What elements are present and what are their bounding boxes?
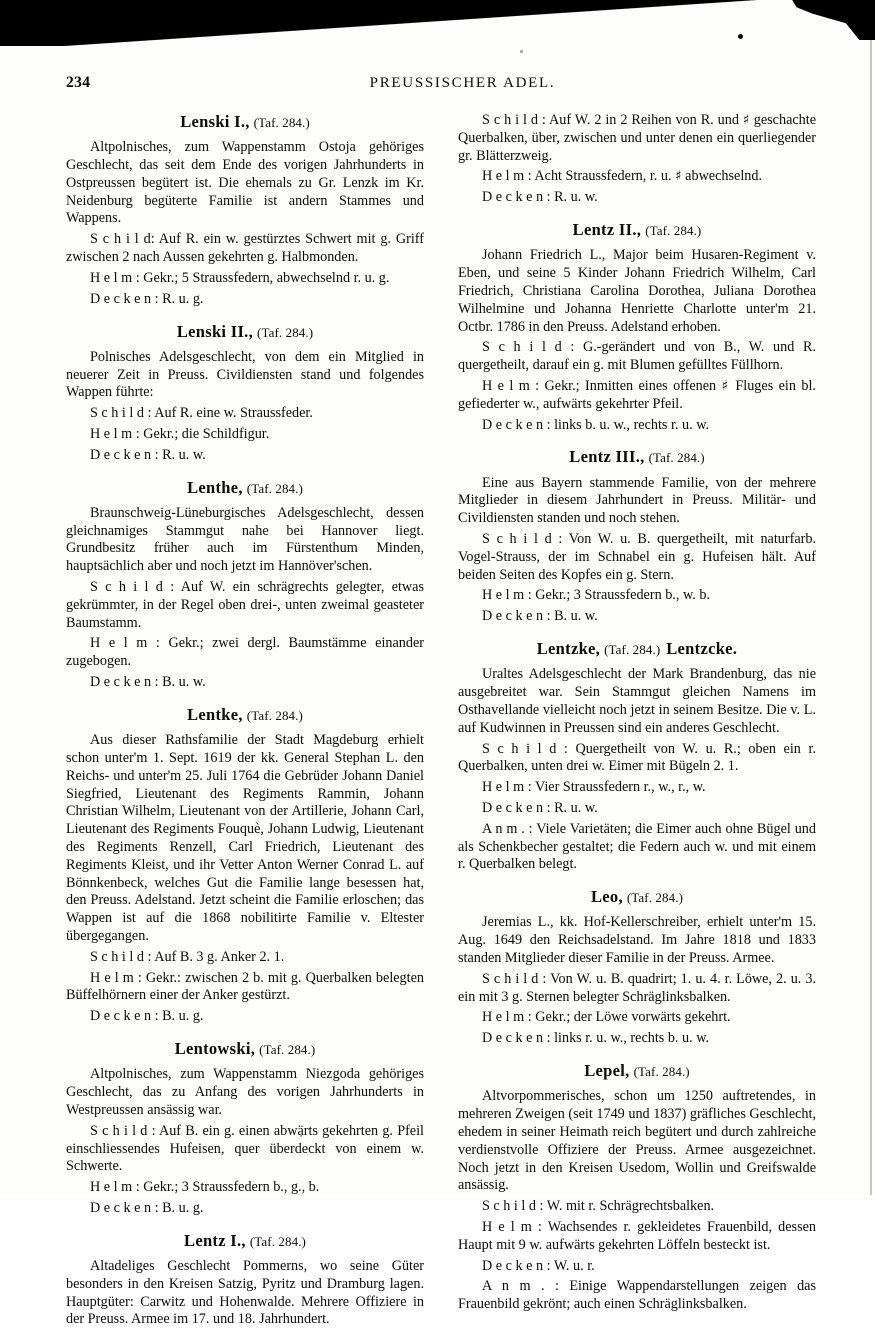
family-name: Lentke, — [187, 704, 243, 724]
entry-paragraph: Uraltes Adelsgeschlecht der Mark Brandenburg, das nie ausgebreitet war. Sein Stammgut gleichen Namens im Osthavellande vielleicht noch jetzt in seinem Besitze. Die v. L. auf Kudwinnen in Preussen sind ein anderes Geschlecht. — [458, 666, 816, 736]
column-left — [66, 112, 424, 1329]
family-entry-heading — [66, 322, 424, 342]
sable-symbol-icon: ♯ — [721, 377, 730, 394]
plate-reference: (Taf. 284.) — [633, 1064, 690, 1080]
entry-paragraph: Johann Friedrich L., Major beim Husaren-Regiment v. Eben, und seine 5 Kinder Johann Friedrich Wilhelm, Carl Friedrich, Christiana Carolina Dorothea, Juliana Dorothea Wilhelmine und Johanna Henriette Charlotte unter'm 21. Octbr. 1786 in den Preuss. Adelstand erhoben. — [458, 247, 816, 335]
family-name: Lenthe, — [187, 477, 243, 497]
blazon-line: H e l m : Gekr.; Inmitten eines offenen ♯ Fluges ein bl. gefiederter w., aufwärts gekehrter Pfeil. — [458, 377, 816, 412]
entry-paragraph: Eine aus Bayern stammende Familie, von der mehrere Mitglieder in diesem Jahrhundert in Preuss. Militär- und Civildiensten standen und noch stehen. — [458, 474, 816, 527]
blazon-line: H e l m : Gekr.; 3 Straussfedern b., w. b. — [482, 587, 711, 604]
plate-reference: (Taf. 284.) — [246, 480, 303, 496]
family-name: Leo, — [590, 887, 623, 907]
family-entry-heading — [66, 1039, 424, 1059]
blazon-line: H e l m : Acht Straussfedern, r. u. ♯ abwechselnd. — [482, 168, 762, 185]
entry-paragraph: Altvorpommerisches, schon um 1250 auftretendes, in mehreren Zweigen (seit 1749 und 1837) gräfliches Geschlecht, ehedem in seiner Heimath reich begütert und durch zahlreiche verdienstvolle Offiziere der Preuss. Armee ausgezeichnet. Noch jetzt in den Kreisen Usedom, Wollin und Greifswalde ansässig. — [458, 1088, 816, 1194]
running-title: PREUSSISCHER ADEL. — [369, 75, 556, 91]
family-entry-heading — [66, 1231, 424, 1251]
running-head — [66, 74, 815, 98]
text-columns — [66, 112, 816, 1329]
blazon-line: D e c k e n : links r. u. w., rechts b. u. w. — [482, 1030, 710, 1047]
family-entry-heading — [458, 887, 816, 907]
family-entry — [458, 887, 816, 1048]
scan-edge-top-right-artifact — [763, 0, 875, 40]
entry-paragraph: Aus dieser Rathsfamilie der Stadt Magdeburg erhielt schon unter'm 1. Sept. 1619 der kk. General Stephan L. den Reichs- und unter'm 25. Juli 1764 die Gebrüder Johann Daniel Siegfried, Lieutenant des Regiments Rammin, Johann Christian Wilhelm, Lieutenant von der Artillerie, Johann Carl, Lieutenant des Regiments Fouquè, Johann Ludwig, Lieutenant des Regiments Renzell, Carl Friedrich, Lieutenant des Regiments Kleist, und ihr Vetter Anton Werner Conrad L. auf Bönnkenbeck, welches Gut die Familie lange besessen hat, den Preuss. Adelstand. Jetzt scheint die Familie erloschen; das Wappen ist auf die 1868 nobilitirte Familie v. Eltester übergegangen. — [66, 732, 424, 944]
blazon-line: S c h i l d: Auf R. ein w. gestürztes Schwert mit g. Griff zwischen 2 nach Aussen gekehrten g. Halbmonden. — [66, 231, 424, 266]
plate-reference: (Taf. 284.) — [246, 707, 303, 723]
blazon-line: S c h i l d : Auf W. ein schrägrechts gelegter, etwas gekrümmter, in der Regel oben drei-, unten zweimal geasteter Baumstamm. — [66, 579, 424, 631]
family-name: Lentowski, — [174, 1039, 256, 1059]
plate-reference: (Taf. 284.) — [648, 450, 705, 466]
plate-reference: (Taf. 284.) — [253, 115, 310, 130]
entry-note: A n m . : Einige Wappendarstellungen zeigen das Frauenbild gekrönt; auch einen Schräglinksbalken. — [458, 1278, 816, 1313]
family-entry — [458, 112, 816, 207]
family-name: Lentz III., — [569, 447, 645, 467]
family-entry-heading — [458, 1061, 816, 1081]
sable-symbol-icon: ♯ — [675, 168, 682, 185]
family-entry — [66, 478, 424, 692]
blazon-line: D e c k e n : B. u. g. — [90, 1199, 204, 1216]
family-entry-heading — [458, 447, 816, 467]
blazon-line: D e c k e n : B. u. w. — [482, 608, 598, 625]
blazon-line: S c h i l d : Quergetheilt von W. u. R.; oben ein r. Querbalken, unten drei w. Eimer mit Bügeln 2. 1. — [458, 740, 816, 775]
blazon-line: D e c k e n : R. u. w. — [482, 799, 598, 816]
blazon-line: S c h i l d : Von W. u. B. quergetheilt, mit naturfarb. Vogel-Strauss, der im Schnabel ein g. Hufeisen hält. Auf beiden Seiten des Kopfes ein g. Stern. — [458, 531, 816, 583]
blazon-line: D e c k e n : R. u. w. — [90, 446, 206, 463]
family-name: Lentzke, — [536, 639, 601, 659]
plate-reference: (Taf. 284.) — [604, 642, 661, 658]
family-entry — [458, 1061, 816, 1314]
scan-edge-top-artifact — [0, 0, 875, 46]
family-entry-heading — [66, 112, 424, 132]
family-entry-heading — [458, 220, 816, 240]
blazon-line: D e c k e n : links b. u. w., rechts r. u. w. — [482, 416, 710, 433]
entry-paragraph: Altpolnisches, zum Wappenstamm Niezgoda gehöriges Geschlecht, das zu Anfang des vorigen Jahrhunderts in Westpreussen ansässig war. — [66, 1066, 424, 1118]
blazon-line: S c h i l d : Auf B. ein g. einen abwärts gekehrten g. Pfeil einschliessendes Hufeisen, quer überdeckt von einem w. Schwerte. — [66, 1122, 424, 1175]
blazon-line: D e c k e n : W. u. r. — [482, 1257, 595, 1274]
blazon-line: H e l m : Wachsendes r. gekleidetes Frauenbild, dessen Haupt mit 9 w. aufwärts gekehrten Löffeln besteckt ist. — [458, 1218, 816, 1253]
family-entry — [66, 705, 424, 1026]
blazon-line: S c h i l d : W. mit r. Schrägrechtsbalken. — [482, 1198, 715, 1215]
scan-edge-right-artifact — [870, 40, 872, 1195]
family-entry-heading — [66, 705, 424, 725]
blazon-line: S c h i l d : G.-gerändert und von B., W. und R. quergetheilt, darauf ein g. mit Blumen gefülltes Füllhorn. — [458, 339, 816, 374]
family-name: Lepel, — [584, 1061, 630, 1081]
family-entry — [66, 1039, 424, 1218]
family-entry-heading — [66, 478, 424, 498]
page-number: 234 — [66, 74, 91, 91]
plate-reference: (Taf. 284.) — [249, 1233, 306, 1249]
plate-reference: (Taf. 284.) — [645, 223, 702, 239]
plate-reference: (Taf. 284.) — [259, 1042, 316, 1058]
blazon-line: H e l m : Gekr.; 5 Straussfedern, abwechselnd r. u. g. — [90, 269, 390, 286]
blazon-line: H e l m : Gekr.: zwischen 2 b. mit g. Querbalken belegten Büffelhörnern einer der Anker gestürzt. — [66, 969, 424, 1004]
sable-symbol-icon: ♯ — [742, 112, 750, 128]
plate-reference: (Taf. 284.) — [626, 890, 684, 906]
family-name-variant: Lentzcke. — [666, 639, 738, 659]
family-name: Lentz I., — [184, 1230, 246, 1250]
family-entry-heading — [458, 639, 816, 659]
blazon-line: S c h i l d : Auf W. 2 in 2 Reihen von R. und ♯ geschachte Querbalken, über, zwischen und unter denen ein querliegender gr. Blätterzweig. — [458, 112, 816, 164]
column-right — [458, 112, 816, 1329]
entry-paragraph: Polnisches Adelsgeschlecht, von dem ein Mitglied in neuerer Zeit in Preuss. Civildiensten stand und folgendes Wappen führte: — [66, 348, 424, 401]
family-entry — [66, 112, 424, 309]
blazon-line: H e l m : Vier Straussfedern r., w., r., w. — [482, 779, 706, 796]
entry-paragraph: Altpolnisches, zum Wappenstamm Ostoja gehöriges Geschlecht, das seit dem Ende des vorigen Jahrhunderts in Ostpreussen begütert ist. Die ehemals zu Gr. Lenzk im Kr. Neidenburg begüterte Familie ist andern Stammes und Wappens. — [66, 139, 424, 227]
blazon-line: D e c k e n : R. u. g. — [90, 290, 204, 307]
entry-paragraph: Altadeliges Geschlecht Pommerns, wo seine Güter besonders in den Kreisen Satzig, Pyritz und Dramburg lagen. Hauptgüter: Carwitz und Hohenwalde. Mehrere Offiziere in der Preuss. Armee im 17. und 18. Jahrhundert. — [66, 1257, 424, 1328]
blazon-line: H e l m : Gekr.; die Schildfigur. — [90, 425, 270, 442]
blazon-line: S c h i l d : Auf R. eine w. Straussfeder. — [90, 405, 313, 422]
family-entry — [66, 322, 424, 465]
blazon-line: D e c k e n : B. u. g. — [90, 1008, 204, 1025]
blazon-line: H e l m : Gekr.; der Löwe vorwärts gekehrt. — [482, 1009, 731, 1026]
entry-paragraph: Jeremias L., kk. Hof-Kellerschreiber, erhielt unter'm 15. Aug. 1649 den Reichsadelstand. Im Jahre 1818 und 1833 standen Mitglieder dieser Familie in der Preuss. Armee. — [458, 914, 816, 966]
family-entry — [458, 639, 816, 874]
entry-paragraph: Braunschweig-Lüneburgisches Adelsgeschlecht, dessen gleichnamiges Stammgut nahe bei Hannover liegt. Grundbesitz früher auch im Fürstenthum Minden, hauptsächlich aber und noch jetzt im Hannöver'schen. — [66, 504, 424, 575]
blazon-line: D e c k e n : R. u. w. — [482, 189, 598, 206]
blazon-line: H e l m : Gekr.; 3 Straussfedern b., g., b. — [90, 1179, 320, 1196]
family-name: Lenski I., — [180, 112, 250, 131]
family-entry — [458, 220, 816, 434]
blazon-line: S c h i l d : Auf B. 3 g. Anker 2. 1. — [90, 948, 285, 965]
blazon-line: D e c k e n : B. u. w. — [90, 674, 206, 691]
blazon-line: H e l m : Gekr.; zwei dergl. Baumstämme einander zugebogen. — [66, 635, 424, 670]
family-entry — [66, 1231, 424, 1329]
family-name: Lenski II., — [176, 321, 254, 341]
family-entry — [458, 447, 816, 626]
plate-reference: (Taf. 284.) — [257, 324, 314, 340]
blazon-line: S c h i l d : Von W. u. B. quadrirt; 1. u. 4. r. Löwe, 2. u. 3. ein mit 3 g. Sternen belegter Schräglinksbalken. — [458, 970, 816, 1005]
family-name: Lentz II., — [572, 220, 642, 240]
scan-speck-artifact — [738, 34, 743, 39]
entry-note: A n m . : Viele Varietäten; die Eimer auch ohne Bügel und als Schenkbecher gestaltet; die Federn auch w. und mit einem r. Querbalken belegt. — [458, 820, 816, 873]
scan-speck-artifact — [520, 50, 523, 53]
